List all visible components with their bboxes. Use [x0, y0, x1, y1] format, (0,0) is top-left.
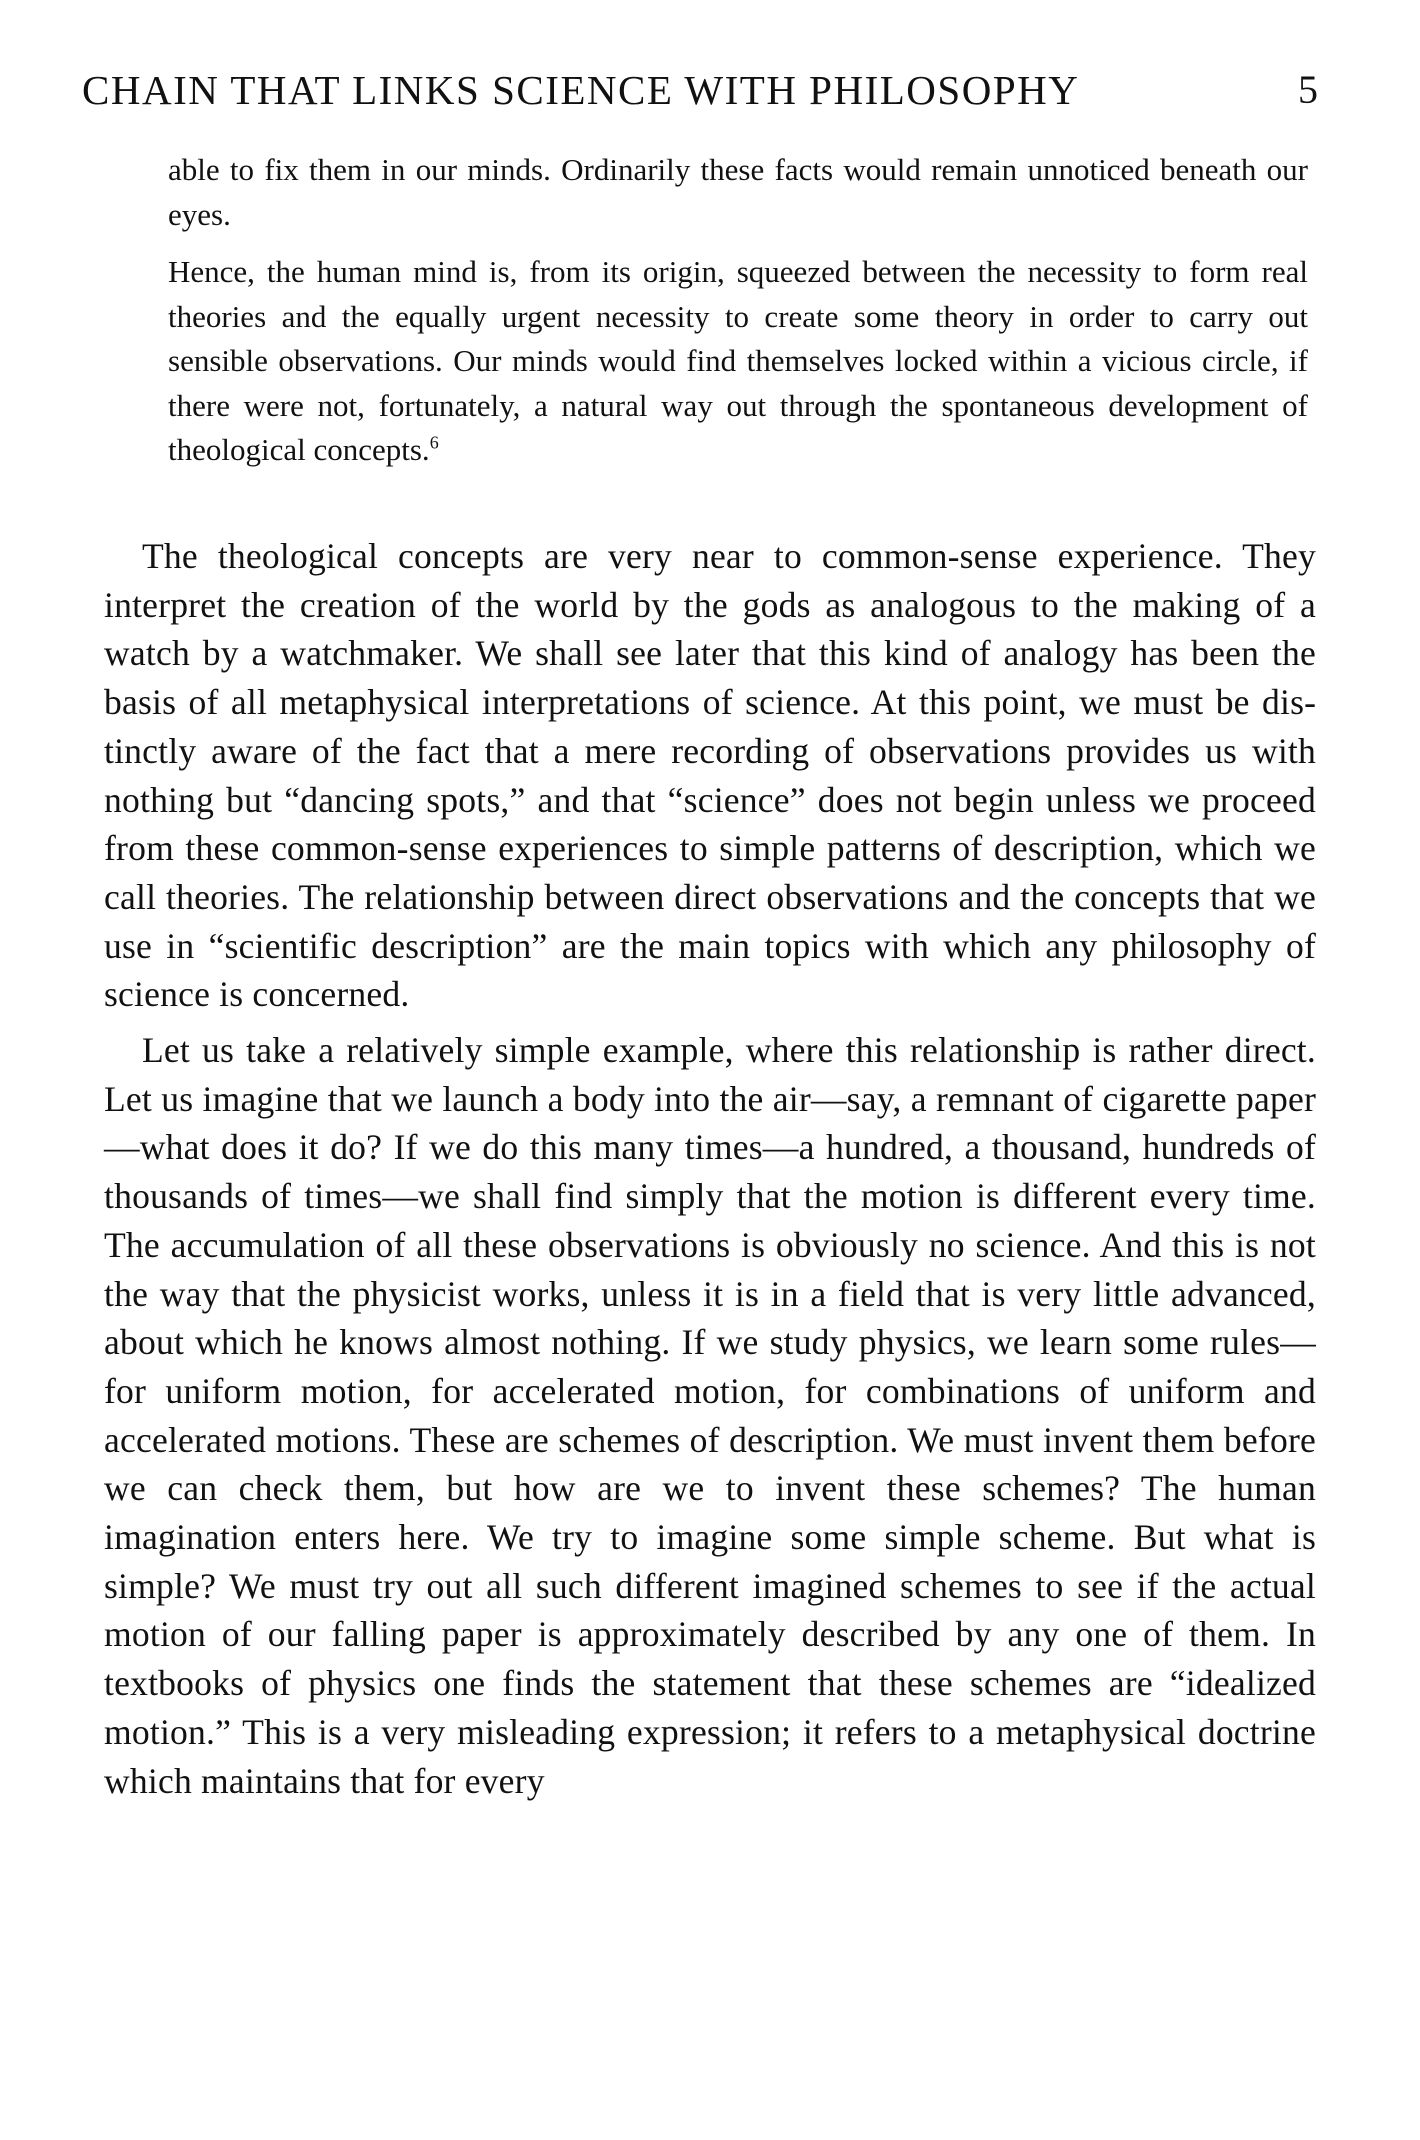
body-text: [104, 532, 1316, 1812]
running-head: [82, 60, 1318, 120]
running-title: CHAIN THAT LINKS SCIENCE WITH PHILOSOPHY: [82, 67, 1080, 113]
body-paragraph: Let us take a relatively simple example, where this relationship is rather direct. Let us imagine that we launch a body into the air—say, a remnant of cigarette paper—what does it do? If we do this many times—a hundred, a thousand, hundreds of thousands of times—we shall find simply that the motion is different every time. The accumulation of all these observations is obviously no science. And this is not the way that the physicist works, unless it is in a field that is very little advanced, about which he knows almost nothing. If we study physics, we learn some rules—for uniform motion, for accelerated motion, for combinations of uniform and accelerated motions. These are schemes of description. We must invent them before we can check them, but how are we to invent these schemes? The human imagination enters here. We try to imagine some simple scheme. But what is simple? We must try out all such different imagined schemes to see if the actual motion of our falling paper is approximately described by any one of them. In textbooks of physics one finds the statement that these schemes are “idealized motion.” This is a very misleading expression; it refers to a metaphysical doctrine which maintains that for every: [104, 1030, 1316, 1801]
footnote-reference: 6: [429, 432, 439, 453]
block-quote: [168, 148, 1308, 486]
body-paragraph: The theological concepts are very near to common-sense experience. They interpret the creation of the world by the gods as analogous to the making of a watch by a watchmaker. We shall see later that this kind of analogy has been the basis of all metaphysical interpretations of science. At this point, we must be distinctly aware of the fact that a mere recording of observations provides us with nothing but “dancing spots,” and that “science” does not begin unless we proceed from these common-sense experiences to simple patterns of description, which we call theories. The relationship between direct observations and the concepts that we use in “scientific description” are the main topics with which any philosophy of science is concerned.: [104, 536, 1316, 1015]
quote-paragraph: [168, 250, 1308, 473]
quote-paragraph-text: Hence, the human mind is, from its origin, squeezed between the necessity to form real theories and the equally urgent necessity to create some theory in order to carry out sensible observations. Our minds would find themselves locked within a vicious circle, if there were not, fortunately, a natural way out through the spontaneous development of theological concepts.: [168, 254, 1308, 467]
quote-paragraph: able to fix them in our minds. Ordinarily these facts would remain unnoticed beneath our eyes.: [168, 152, 1308, 232]
page-number: 5: [1298, 67, 1318, 112]
